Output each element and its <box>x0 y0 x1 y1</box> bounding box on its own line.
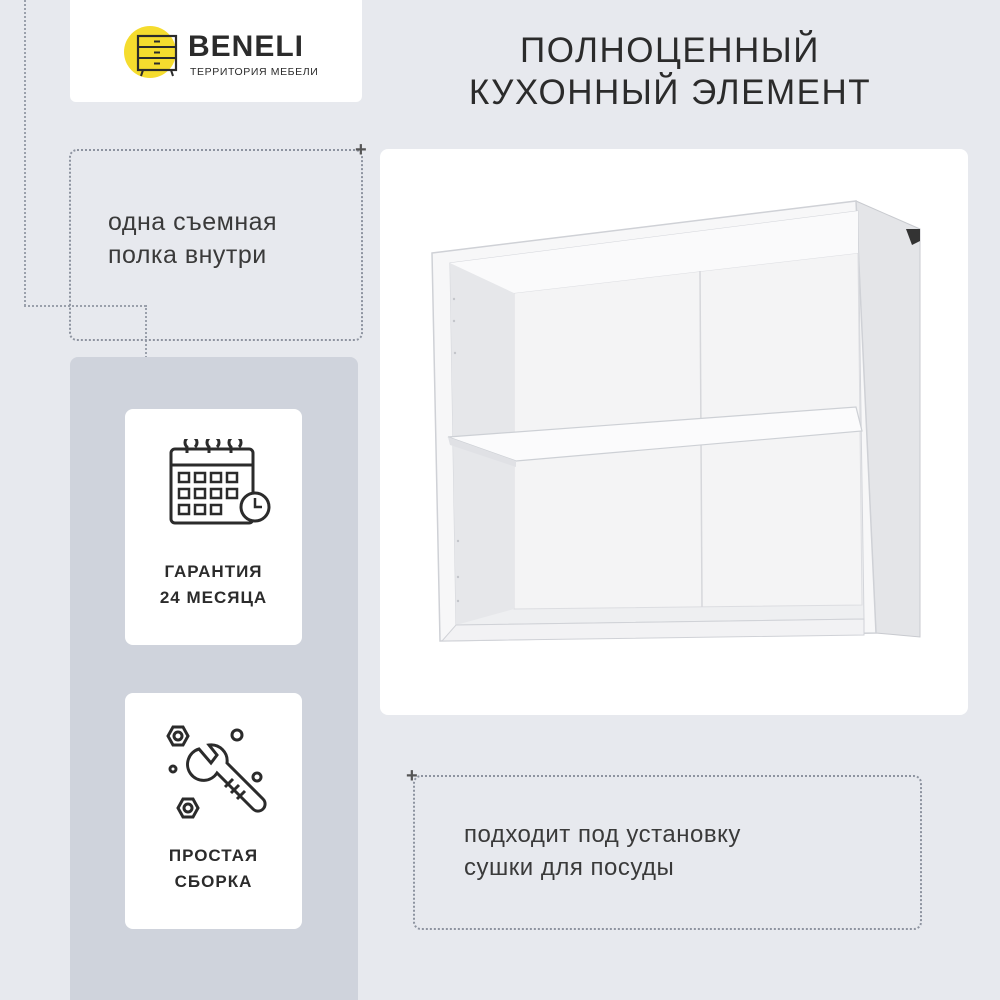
plus-marker: + <box>406 765 418 787</box>
feature-card-warranty <box>125 409 302 645</box>
warranty-label: ГАРАНТИЯ 24 МЕСЯЦА <box>159 562 268 607</box>
plus-marker: + <box>355 139 367 161</box>
product-image-card <box>380 149 968 715</box>
title-line-2: КУХОННЫЙ ЭЛЕМЕНТ <box>468 73 872 112</box>
shelf-callout-text: одна съемная полка внутри <box>108 208 278 269</box>
assembly-label: ПРОСТАЯ СБОРКА <box>168 846 259 891</box>
brand-tagline: ТЕРРИТОРИЯ МЕБЕЛИ <box>190 66 319 78</box>
guide-line <box>24 0 26 306</box>
cabinet-image <box>380 149 968 715</box>
calendar-clock-icon <box>167 439 273 531</box>
feature-card-assembly <box>125 693 302 929</box>
title-line-1: ПОЛНОЦЕННЫЙ <box>520 31 820 70</box>
wrench-bolts-icon <box>159 721 271 833</box>
brand-name: BENELI <box>188 30 305 63</box>
dryer-callout-text: подходит под установку сушки для посуды <box>464 821 741 881</box>
dresser-icon <box>134 32 184 78</box>
page-title <box>380 30 960 114</box>
